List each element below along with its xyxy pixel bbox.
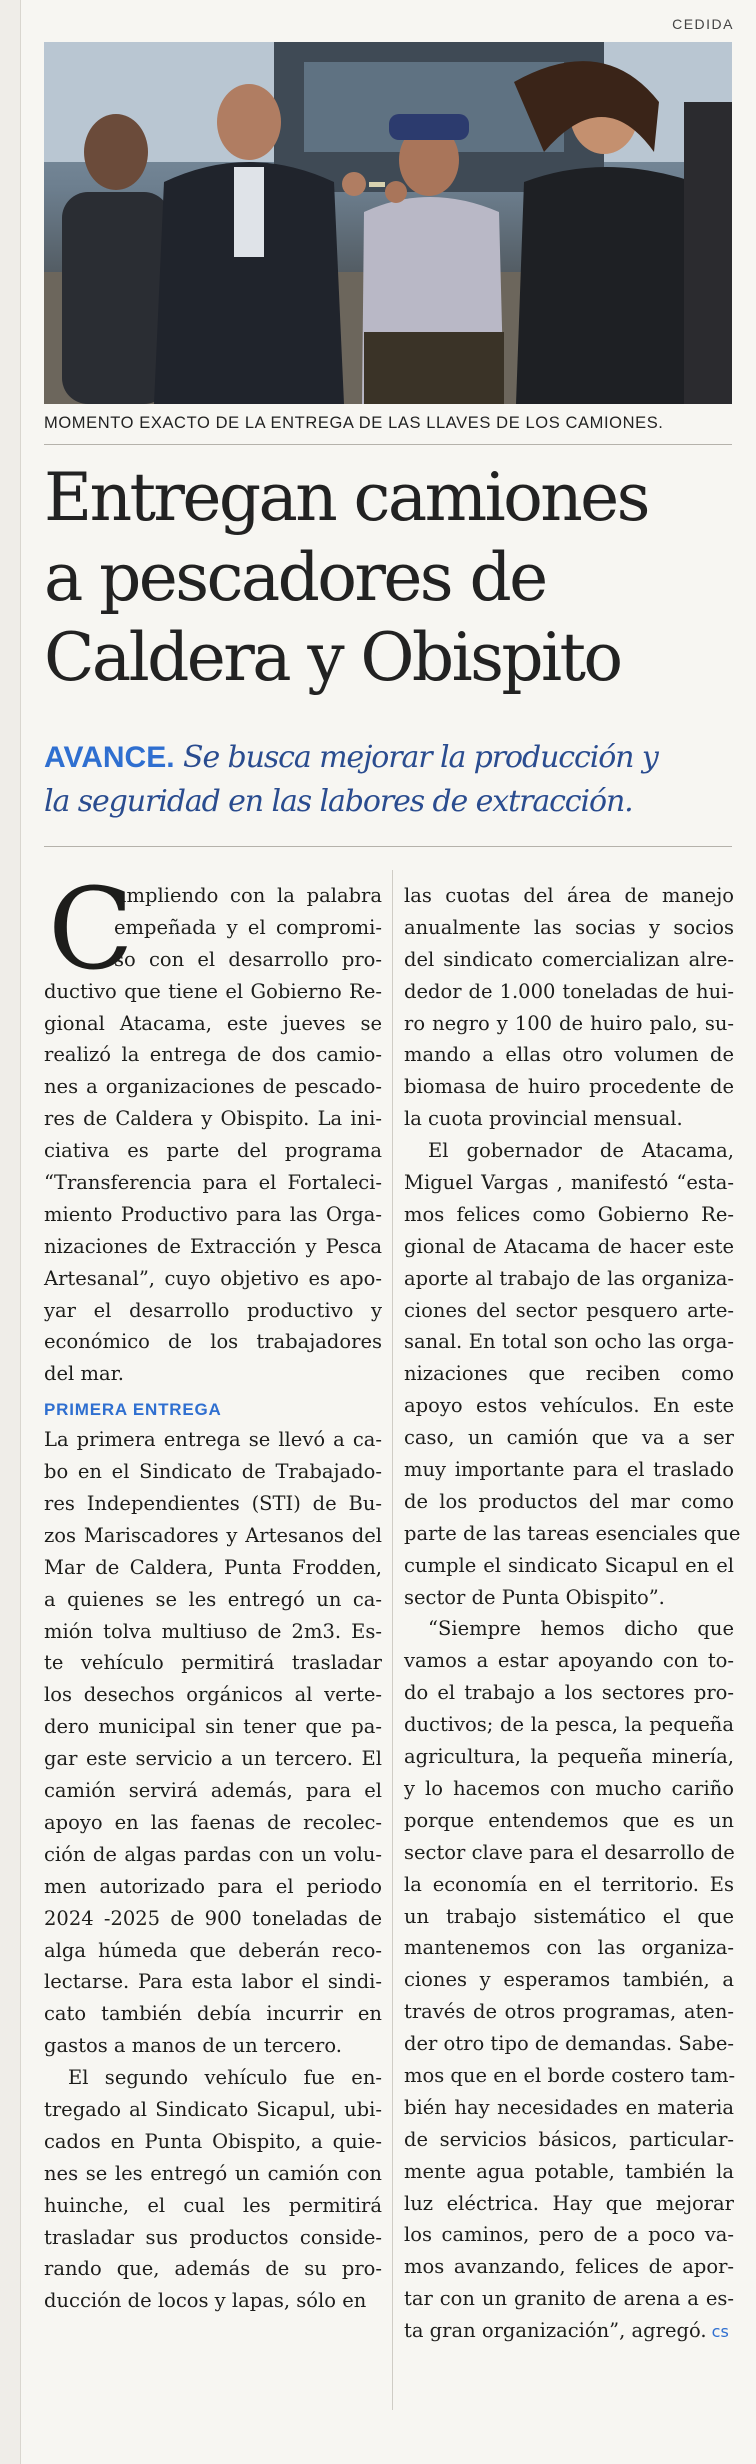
people-handing-over-keys-photo <box>44 42 732 404</box>
text-line: Artesanal”, cuyo objetivo es apo- <box>44 1266 382 1290</box>
text-line: res de Caldera y Obispito. La ini- <box>44 1107 382 1131</box>
text-line: muy importante para el traslado <box>404 1458 734 1482</box>
deck-kicker: AVANCE. <box>44 741 175 774</box>
text-line: ductivo que tiene el Gobierno Re- <box>44 979 382 1003</box>
text-line: del mar. <box>44 1362 124 1386</box>
text-line: cato también debía incurrir en <box>44 2002 382 2026</box>
text-line: luz eléctrica. Hay que mejorar <box>404 2191 734 2215</box>
text-line: ro negro y 100 de huiro palo, su- <box>404 1011 734 1035</box>
headline-line: Caldera y Obispito <box>44 619 621 696</box>
paragraph <box>404 1135 741 1613</box>
text-line: nes se les entregó un camión con <box>44 2161 382 2185</box>
text-line: men autorizado para el periodo <box>44 1874 382 1898</box>
text-line: sector de Punta Obispito”. <box>404 1585 665 1609</box>
deck-line: la seguridad en las labores de extracción. <box>44 784 633 819</box>
text-line: alga húmeda que deberán reco- <box>44 1938 382 1962</box>
text-line: ción de algas pardas con un volu- <box>44 1842 382 1866</box>
text-line: nes a organizaciones de pescado- <box>44 1075 382 1099</box>
paragraph <box>404 880 734 1135</box>
text-line: ciativa es parte del programa <box>44 1139 382 1163</box>
text-line: mión tolva multiuso de 2m3. Es- <box>44 1619 382 1643</box>
text-line: dero municipal sin tener que pa- <box>44 1715 382 1739</box>
adjacent-page-margin <box>0 0 21 2464</box>
headline-line: Entregan camiones <box>44 459 648 536</box>
text-line: trasladar sus productos conside- <box>44 2225 382 2249</box>
headline <box>44 458 744 698</box>
text-line: mos felices como Gobierno Re- <box>404 1202 734 1226</box>
text-line: sector clave para el desarrollo de <box>404 1840 735 1864</box>
text-line: los desechos orgánicos al verte- <box>44 1683 382 1707</box>
text-line: do el trabajo a los sectores pro- <box>404 1681 734 1705</box>
text-line: yar el desarrollo productivo y <box>44 1298 382 1322</box>
deck-line: Se busca mejorar la producción y <box>183 740 658 775</box>
text-line: tregado al Sindicato Sicapul, ubi- <box>44 2097 382 2121</box>
text-line: gar este servicio a un tercero. El <box>44 1747 382 1771</box>
text-line: agricultura, la pequeña minería, <box>404 1745 734 1769</box>
body-column-left <box>44 865 382 2317</box>
text-line: realizó la entrega de dos camio- <box>44 1043 382 1067</box>
text-line: camión servirá además, para el <box>44 1779 382 1803</box>
text-line: apoyo estos vehículos. En este <box>404 1394 734 1418</box>
text-line: nizaciones que reciben como <box>404 1362 734 1386</box>
section-subhead: PRIMERA ENTREGA <box>44 1400 222 1420</box>
article-photo <box>44 42 732 404</box>
text-line: 2024 -2025 de 900 toneladas de <box>44 1906 382 1930</box>
text-line: ta gran organización”, agregó. cs <box>404 2319 729 2343</box>
text-line: La primera entrega se llevó a ca- <box>44 1428 382 1452</box>
body-column-right <box>404 880 741 2347</box>
text-line: dedor de 1.000 toneladas de hui- <box>404 979 734 1003</box>
headline-line: a pescadores de <box>44 539 546 616</box>
photo-caption: MOMENTO EXACTO DE LA ENTREGA DE LAS LLAVES DE LOS CAMIONES. <box>44 414 664 432</box>
text-line: sanal. En total son ocho las orga- <box>404 1330 734 1354</box>
text-line: las cuotas del área de manejo <box>404 884 734 907</box>
text-line: nizaciones de Extracción y Pesca <box>44 1234 382 1258</box>
text-line: vamos a estar apoyando con to- <box>404 1649 734 1673</box>
text-line: a quienes se les entregó un ca- <box>44 1587 382 1611</box>
text-line: mos avanzando, felices de apor- <box>404 2255 734 2279</box>
text-line: huinche, el cual les permitirá <box>44 2193 382 2217</box>
text-line: parte de las tareas esenciales que <box>404 1521 741 1545</box>
photo-credit: CEDIDA <box>672 16 734 32</box>
text-line: anualmente las socias y socios <box>404 915 734 939</box>
text-line: caso, un camión que va a ser <box>404 1426 734 1450</box>
drop-cap: C <box>48 865 134 995</box>
text-line: aporte al trabajo de las organiza- <box>404 1266 734 1290</box>
text-line: El gobernador de Atacama, <box>428 1139 734 1163</box>
text-line: empeñada y el compromi- <box>114 915 382 939</box>
paragraph <box>44 1424 382 2062</box>
text-line: la cuota provincial mensual. <box>404 1107 683 1131</box>
paragraph <box>404 1613 734 2346</box>
text-line: umpliendo con la palabra <box>114 884 382 907</box>
text-line: Mar de Caldera, Punta Frodden, <box>44 1555 382 1579</box>
text-line: zos Mariscadores y Artesanos del <box>44 1523 382 1547</box>
text-line: gional de Atacama de hacer este <box>404 1234 734 1258</box>
text-line: ductivos; de la pesca, la pequeña <box>404 1713 734 1737</box>
text-line: y lo hacemos con mucho cariño <box>404 1776 734 1800</box>
text-line: bién hay necesidades en materia <box>404 2095 734 2119</box>
text-line: El segundo vehículo fue en- <box>68 2066 382 2090</box>
divider <box>44 846 732 847</box>
text-line: rando que, además de su pro- <box>44 2257 382 2281</box>
text-line: cumple el sindicato Sicapul en el <box>404 1553 734 1577</box>
text-line: mantenemos con las organiza- <box>404 1936 734 1960</box>
text-line: ciones del sector pesquero arte- <box>404 1298 734 1322</box>
text-line: miento Productivo para las Orga- <box>44 1202 382 1226</box>
text-line: mando a ellas otro volumen de <box>404 1043 734 1067</box>
text-line: los caminos, pero de a poco va- <box>404 2223 734 2247</box>
text-line: gastos a manos de un tercero. <box>44 2034 342 2058</box>
text-line: del sindicato comercializan alre- <box>404 947 734 971</box>
deck <box>44 736 744 824</box>
text-line: tar con un granito de arena a es- <box>404 2287 734 2311</box>
text-line: res Independientes (STI) de Bu- <box>44 1492 382 1516</box>
end-mark: cs <box>706 2322 729 2342</box>
text-line: de los productos del mar como <box>404 1489 734 1513</box>
text-line: gional Atacama, este jueves se <box>44 1011 382 1035</box>
text-line: apoyo en las faenas de recolec- <box>44 1810 382 1834</box>
text-line: través de otros programas, aten- <box>404 2000 734 2024</box>
paragraph <box>44 865 382 1390</box>
text-line: so con el desarrollo pro- <box>114 947 382 971</box>
text-line: ducción de locos y lapas, sólo en <box>44 2289 367 2313</box>
text-line: un trabajo sistemático el que <box>404 1904 734 1928</box>
text-line: te vehículo permitirá trasladar <box>44 1651 382 1675</box>
text-line: ciones y esperamos también, a <box>404 1968 734 1992</box>
text-line: bo en el Sindicato de Trabajado- <box>44 1460 382 1484</box>
text-line: Miguel Vargas , manifestó “esta- <box>404 1171 734 1195</box>
text-line: mos que en el borde costero tam- <box>404 2063 736 2087</box>
text-line: “Siempre hemos dicho que <box>428 1617 734 1641</box>
text-line: porque entendemos que es un <box>404 1808 734 1832</box>
text-line: la economía en el territorio. Es <box>404 1872 734 1896</box>
paragraph <box>44 2062 382 2317</box>
text-line: cados en Punta Obispito, a quie- <box>44 2129 382 2153</box>
text-line: mente agua potable, también la <box>404 2159 734 2183</box>
text-line: económico de los trabajadores <box>44 1330 382 1354</box>
text-line: der otro tipo de demandas. Sabe- <box>404 2032 734 2056</box>
text-line: “Transferencia para el Fortaleci- <box>44 1171 382 1195</box>
text-line: de servicios básicos, particular- <box>404 2127 734 2151</box>
text-line: lectarse. Para esta labor el sindi- <box>44 1970 382 1994</box>
column-separator <box>392 870 393 2410</box>
text-line: biomasa de huiro procedente de <box>404 1075 734 1099</box>
divider <box>44 444 732 445</box>
